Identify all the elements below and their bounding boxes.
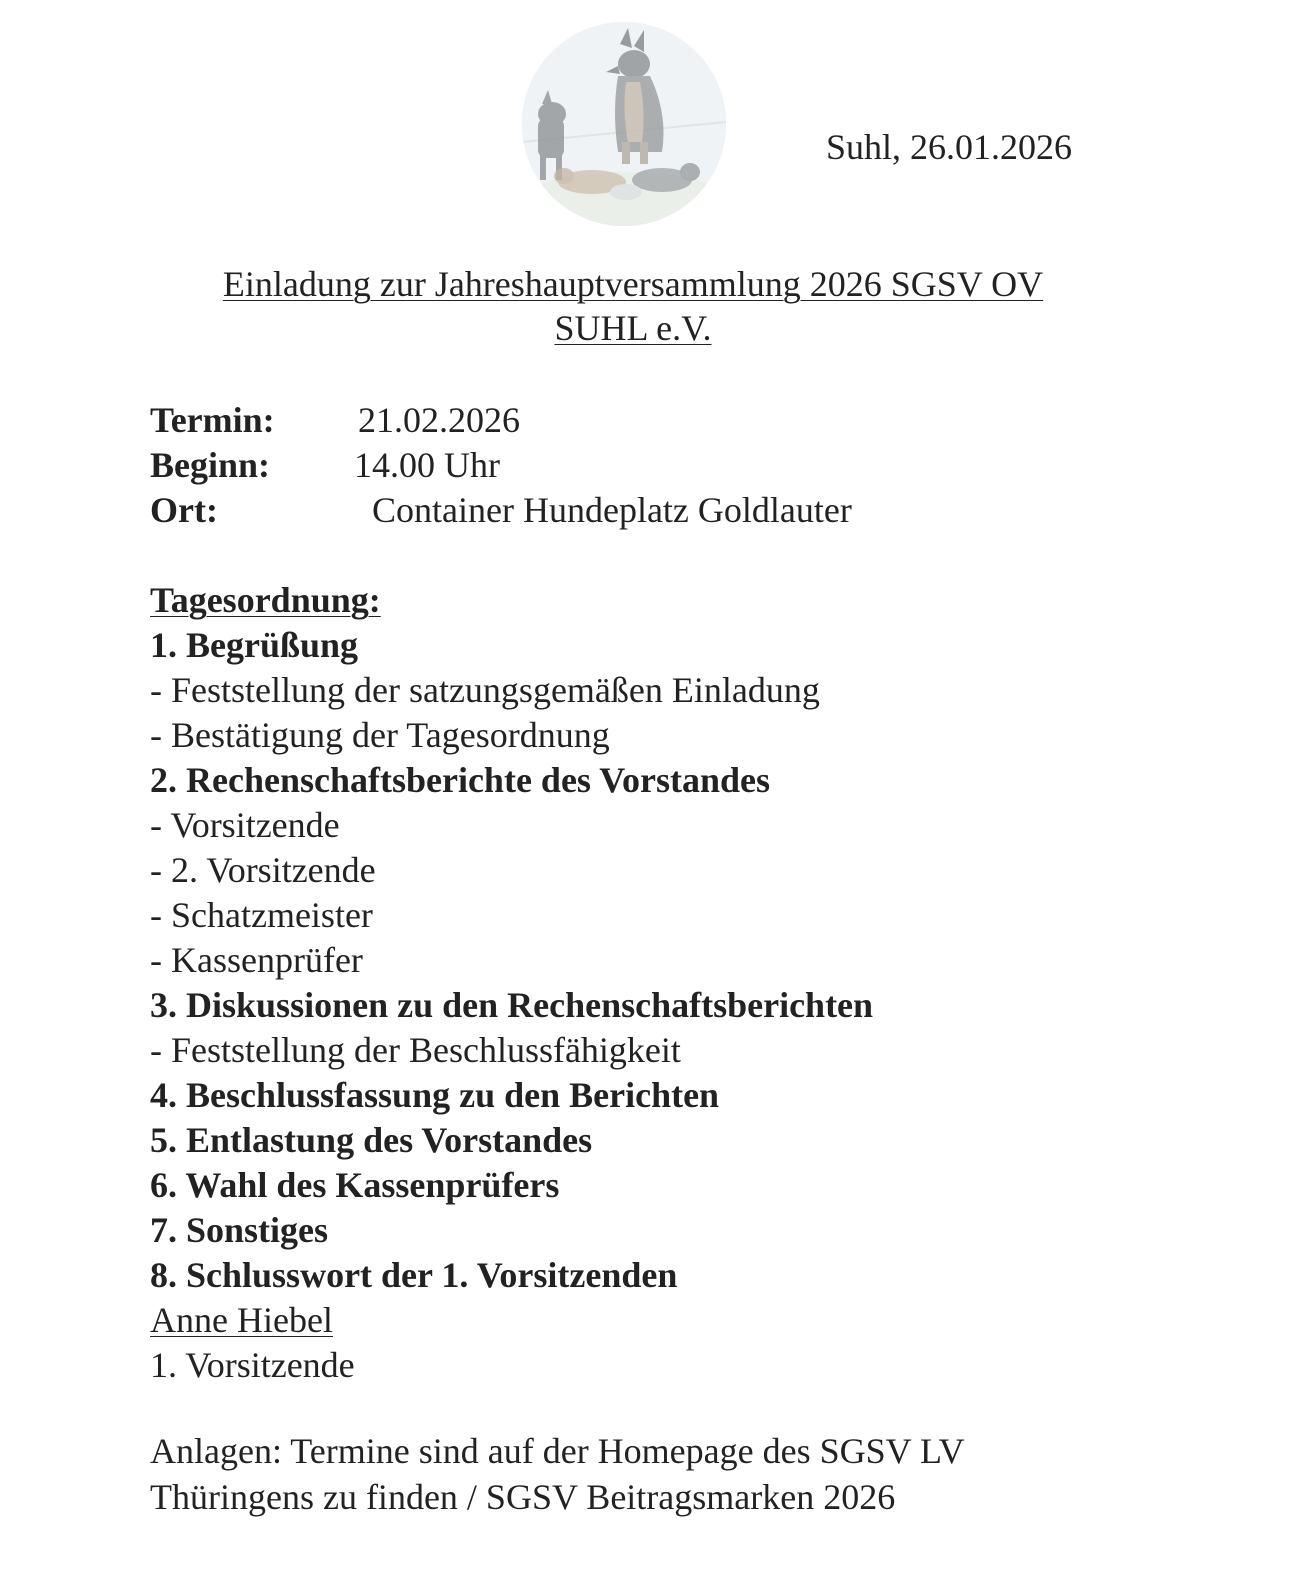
signer-role: 1. Vorsitzende [150,1345,355,1385]
agenda-item-7: 7. Sonstiges [150,1210,329,1250]
agenda-subitem: - Feststellung der Beschlussfähigkeit [150,1030,681,1070]
ort-label: Ort: [150,490,218,530]
agenda-subitem: - 2. Vorsitzende [150,850,376,890]
agenda-subitem: - Feststellung der satzungsgemäßen Einladung [150,670,820,710]
attachments [150,1428,965,1520]
agenda-item-2: 2. Rechenschaftsberichte des Vorstandes [150,760,770,800]
termin-value: 21.02.2026 [358,400,520,440]
termin-label: Termin: [150,400,275,440]
agenda-subitem: - Schatzmeister [150,895,373,935]
agenda-item-1: 1. Begrüßung [150,625,359,665]
agenda-heading: Tagesordnung: [150,580,381,620]
agenda-item-8: 8. Schlusswort der 1. Vorsitzenden [150,1255,678,1295]
agenda [150,578,873,1388]
agenda-item-3: 3. Diskussionen zu den Rechenschaftsberichten [150,985,874,1025]
attachments-line-2: Thüringens zu finden / SGSV Beitragsmarken 2026 [150,1477,896,1517]
title-line-1: Einladung zur Jahreshauptversammlung 2026 SGSV OV [222,264,1044,304]
ort-value: Container Hundeplatz Goldlauter [372,490,852,530]
agenda-item-5: 5. Entlastung des Vorstandes [150,1120,593,1160]
title-line-2: SUHL e.V. [554,308,712,348]
document-title [150,262,1116,350]
agenda-subitem: - Vorsitzende [150,805,340,845]
attachments-line-1: Anlagen: Termine sind auf der Homepage des SGSV LV [150,1431,965,1471]
beginn-label: Beginn: [150,445,271,485]
agenda-subitem: - Bestätigung der Tagesordnung [150,715,610,755]
agenda-item-4: 4. Beschlussfassung zu den Berichten [150,1075,720,1115]
agenda-item-6: 6. Wahl des Kassenprüfers [150,1165,560,1205]
place-date: Suhl, 26.01.2026 [826,127,1073,167]
signer-name: Anne Hiebel [150,1300,333,1340]
beginn-value: 14.00 Uhr [354,445,500,485]
agenda-subitem: - Kassenprüfer [150,940,363,980]
dogs-logo-icon [522,22,726,226]
